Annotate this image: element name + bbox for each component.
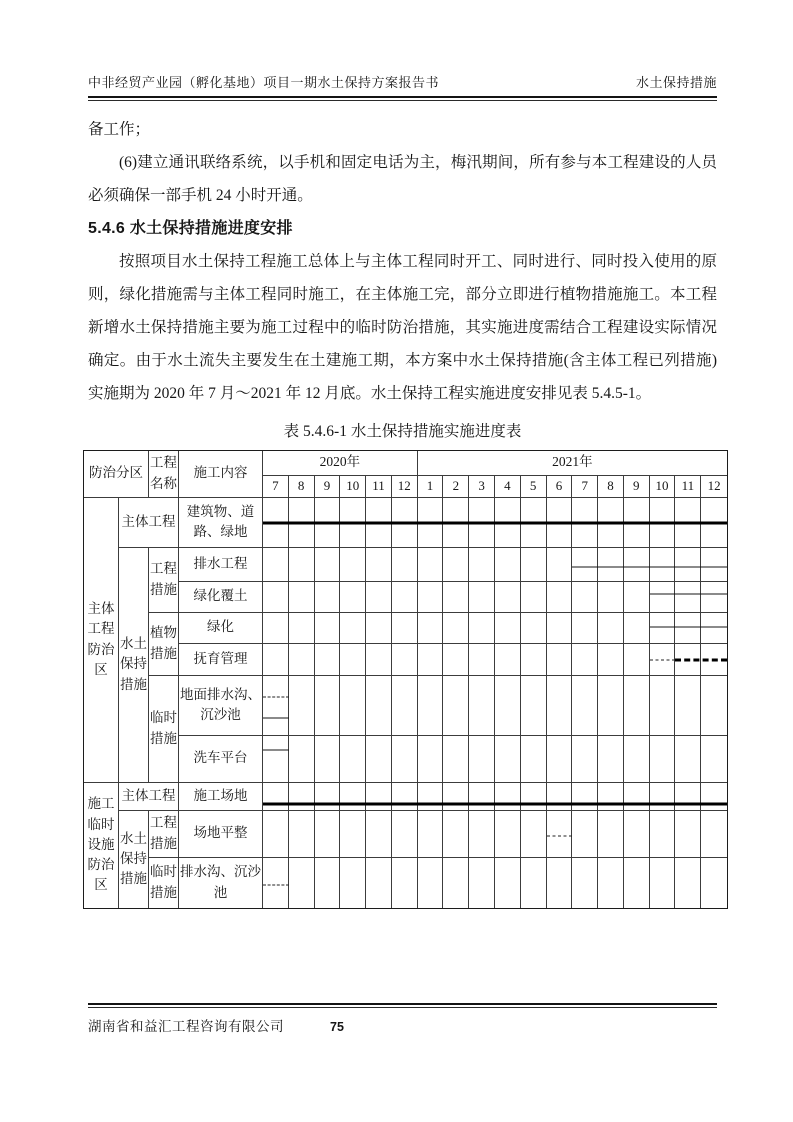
gantt-grid-cell <box>418 548 444 582</box>
gantt-grid-cell <box>418 582 444 613</box>
gantt-grid-cell <box>392 676 418 736</box>
activity-cell: 建筑物、道路、绿地 <box>179 498 263 548</box>
gantt-grid-cell <box>340 498 366 548</box>
footer-company: 湖南省和益汇工程咨询有限公司 <box>88 1018 284 1034</box>
gantt-grid-cell <box>289 783 315 811</box>
gantt-grid-cell <box>340 613 366 644</box>
gantt-grid-cell <box>418 613 444 644</box>
gantt-grid-cell <box>650 811 676 858</box>
gantt-grid-cell <box>547 582 573 613</box>
gantt-grid-cell <box>315 811 341 858</box>
gantt-grid-cell <box>392 783 418 811</box>
gantt-grid-cell <box>418 644 444 676</box>
gantt-grid-cell <box>547 498 573 548</box>
month-header-cell: 6 <box>547 476 573 498</box>
gantt-grid-cell <box>443 811 469 858</box>
gantt-grid-cell <box>521 676 547 736</box>
month-header-cell: 9 <box>315 476 341 498</box>
gantt-grid-cell <box>443 858 469 908</box>
gantt-grid-cell <box>263 736 289 783</box>
activity-cell: 洗车平台 <box>179 736 263 783</box>
gantt-grid-cell <box>521 613 547 644</box>
gantt-grid-cell <box>315 783 341 811</box>
month-header-cell: 5 <box>521 476 547 498</box>
gantt-grid-cell <box>469 858 495 908</box>
gantt-grid-cell <box>675 582 701 613</box>
gantt-grid-cell <box>263 676 289 736</box>
group-cell-soil-measures-1: 水土保持措施 <box>119 548 149 783</box>
gantt-grid-cell <box>418 783 444 811</box>
gantt-grid-cell <box>598 498 624 548</box>
gantt-grid-cell <box>443 676 469 736</box>
gantt-grid-cell <box>315 858 341 908</box>
gantt-grid-cell <box>366 613 392 644</box>
gantt-grid-cell <box>701 811 727 858</box>
activity-cell: 抚育管理 <box>179 644 263 676</box>
subgroup-cell-engineering-2: 工程措施 <box>149 811 179 858</box>
month-header-cell: 10 <box>650 476 676 498</box>
gantt-grid-cell <box>650 858 676 908</box>
gantt-grid-cell <box>315 676 341 736</box>
month-header-cell: 12 <box>701 476 727 498</box>
gantt-grid-cell <box>572 783 598 811</box>
gantt-grid-cell <box>650 736 676 783</box>
gantt-grid-cell <box>366 644 392 676</box>
gantt-grid-cell <box>418 498 444 548</box>
gantt-grid-cell <box>315 736 341 783</box>
gantt-grid-cell <box>495 613 521 644</box>
group-cell-main-project-2: 主体工程 <box>119 783 179 811</box>
gantt-grid-cell <box>418 736 444 783</box>
month-header-cell: 7 <box>572 476 598 498</box>
gantt-grid-cell <box>495 644 521 676</box>
header-cell-year-2020: 2020年 <box>263 451 418 476</box>
gantt-grid-cell <box>443 613 469 644</box>
gantt-grid-cell <box>366 582 392 613</box>
gantt-grid-cell <box>443 548 469 582</box>
gantt-grid-cell <box>495 548 521 582</box>
gantt-grid-cell <box>701 676 727 736</box>
gantt-grid-cell <box>572 676 598 736</box>
gantt-grid-cell <box>418 858 444 908</box>
header-left-title: 中非经贸产业园（孵化基地）项目一期水土保持方案报告书 <box>88 75 440 90</box>
gantt-grid-cell <box>572 736 598 783</box>
section-heading: 5.4.6 水土保持措施进度安排 <box>88 219 293 237</box>
gantt-grid-cell <box>675 676 701 736</box>
gantt-grid-cell <box>598 783 624 811</box>
gantt-grid-cell <box>469 736 495 783</box>
gantt-grid-cell <box>598 644 624 676</box>
month-header-cell: 4 <box>495 476 521 498</box>
month-header-cell: 12 <box>392 476 418 498</box>
gantt-grid-cell <box>392 644 418 676</box>
subgroup-cell-plant: 植物措施 <box>149 613 179 676</box>
gantt-grid-cell <box>366 811 392 858</box>
gantt-grid-cell <box>598 582 624 613</box>
gantt-grid-cell <box>289 811 315 858</box>
gantt-grid-cell <box>289 644 315 676</box>
gantt-grid-cell <box>650 582 676 613</box>
gantt-grid-cell <box>366 858 392 908</box>
gantt-grid-cell <box>598 548 624 582</box>
gantt-grid-cell <box>340 582 366 613</box>
month-header-cell: 11 <box>675 476 701 498</box>
month-header-cell: 3 <box>469 476 495 498</box>
gantt-grid-cell <box>572 498 598 548</box>
gantt-grid-cell <box>340 811 366 858</box>
gantt-grid-cell <box>675 613 701 644</box>
gantt-grid-cell <box>340 783 366 811</box>
gantt-grid-cell <box>547 613 573 644</box>
gantt-grid-cell <box>572 613 598 644</box>
gantt-grid-cell <box>675 498 701 548</box>
gantt-grid-cell <box>340 736 366 783</box>
gantt-grid-cell <box>495 676 521 736</box>
gantt-grid-cell <box>315 548 341 582</box>
gantt-grid-cell <box>521 811 547 858</box>
gantt-grid-cell <box>340 858 366 908</box>
gantt-grid-cell <box>675 644 701 676</box>
gantt-grid-cell <box>469 613 495 644</box>
month-header-cell: 2 <box>443 476 469 498</box>
gantt-grid-cell <box>598 676 624 736</box>
gantt-grid-cell <box>315 582 341 613</box>
gantt-grid-cell <box>521 736 547 783</box>
gantt-grid-cell <box>263 811 289 858</box>
gantt-grid-cell <box>392 548 418 582</box>
gantt-grid-cell <box>624 644 650 676</box>
gantt-grid-cell <box>701 548 727 582</box>
gantt-grid-cell <box>598 613 624 644</box>
group-cell-main-project-1: 主体工程 <box>119 498 179 548</box>
gantt-grid-cell <box>521 644 547 676</box>
gantt-grid-cell <box>701 644 727 676</box>
gantt-grid-cell <box>675 736 701 783</box>
gantt-grid-cell <box>572 582 598 613</box>
gantt-grid-cell <box>289 548 315 582</box>
gantt-grid-cell <box>469 548 495 582</box>
gantt-grid-cell <box>443 498 469 548</box>
gantt-grid-cell <box>469 783 495 811</box>
gantt-grid-cell <box>701 783 727 811</box>
gantt-grid-cell <box>366 783 392 811</box>
gantt-grid-cell <box>547 676 573 736</box>
gantt-grid-cell <box>392 736 418 783</box>
subgroup-cell-temporary-2: 临时措施 <box>149 858 179 908</box>
gantt-grid-cell <box>675 783 701 811</box>
header-cell-year-2021: 2021年 <box>418 451 727 476</box>
gantt-grid-cell <box>443 644 469 676</box>
gantt-grid <box>83 450 728 909</box>
gantt-grid-cell <box>366 498 392 548</box>
gantt-grid-cell <box>392 858 418 908</box>
gantt-grid-cell <box>289 613 315 644</box>
gantt-grid-cell <box>289 858 315 908</box>
gantt-grid-cell <box>469 676 495 736</box>
gantt-grid-cell <box>495 811 521 858</box>
gantt-grid-cell <box>263 582 289 613</box>
table-title: 表 5.4.6-1 水土保持措施实施进度表 <box>283 422 522 440</box>
gantt-grid-cell <box>701 613 727 644</box>
month-header-cell: 7 <box>263 476 289 498</box>
gantt-grid-cell <box>650 783 676 811</box>
gantt-grid-cell <box>675 811 701 858</box>
header-cell-project: 工程名称 <box>149 451 179 498</box>
gantt-grid-cell <box>521 858 547 908</box>
gantt-grid-cell <box>366 548 392 582</box>
paragraph-schedule: 按照项目水土保持工程施工总体上与主体工程同时开工、同时进行、同时投入使用的原则，绿化措施需与主体工程同时施工，在主体施工完，部分立即进行植物措施施工。本工程新增水土保持措施主要为施工过程中的临时防治措施，其实施进度需结合工程建设实际情况确定。由于水土流失主要发生在土建施工期，本方案中水土保持措施(含主体工程已列措施)实施期为 2020 年 7 月～2021 年 12 月底。水土保持工程实施进度安排见表 5.4.5-1。 <box>88 252 717 402</box>
subgroup-cell-engineering-1: 工程措施 <box>149 548 179 613</box>
subgroup-cell-temporary-1: 临时措施 <box>149 676 179 783</box>
footer-rule <box>88 1003 717 1008</box>
gantt-grid-cell <box>392 582 418 613</box>
gantt-grid-cell <box>315 613 341 644</box>
gantt-grid-cell <box>650 498 676 548</box>
gantt-grid-cell <box>289 676 315 736</box>
gantt-grid-cell <box>624 676 650 736</box>
activity-cell: 绿化覆土 <box>179 582 263 613</box>
gantt-grid-cell <box>572 811 598 858</box>
gantt-grid-cell <box>521 548 547 582</box>
gantt-grid-cell <box>521 498 547 548</box>
gantt-grid-cell <box>340 548 366 582</box>
gantt-grid-cell <box>701 498 727 548</box>
gantt-grid-cell <box>624 548 650 582</box>
gantt-grid-cell <box>366 676 392 736</box>
gantt-grid-cell <box>624 498 650 548</box>
gantt-grid-cell <box>418 676 444 736</box>
gantt-grid-cell <box>469 644 495 676</box>
gantt-grid-cell <box>624 613 650 644</box>
month-header-cell: 11 <box>366 476 392 498</box>
header-right-title: 水土保持措施 <box>635 75 717 90</box>
gantt-grid-cell <box>624 736 650 783</box>
gantt-grid-cell <box>315 498 341 548</box>
gantt-grid-cell <box>443 736 469 783</box>
paragraph-continuation: 备工作； <box>88 120 151 138</box>
gantt-grid-cell <box>392 811 418 858</box>
gantt-grid-cell <box>521 783 547 811</box>
gantt-grid-cell <box>392 498 418 548</box>
gantt-grid-cell <box>547 858 573 908</box>
gantt-grid-cell <box>701 582 727 613</box>
page-number: 75 <box>330 1019 344 1034</box>
gantt-grid-cell <box>469 811 495 858</box>
gantt-grid-cell <box>521 582 547 613</box>
activity-cell: 场地平整 <box>179 811 263 858</box>
gantt-grid-cell <box>340 644 366 676</box>
schedule-table <box>83 450 721 909</box>
gantt-grid-cell <box>547 644 573 676</box>
group-cell-soil-measures-2: 水土保持措施 <box>119 811 149 908</box>
gantt-grid-cell <box>469 498 495 548</box>
gantt-grid-cell <box>263 644 289 676</box>
gantt-grid-cell <box>263 783 289 811</box>
gantt-grid-cell <box>547 548 573 582</box>
gantt-grid-cell <box>495 783 521 811</box>
gantt-grid-cell <box>547 811 573 858</box>
gantt-grid-cell <box>624 783 650 811</box>
activity-cell: 排水工程 <box>179 548 263 582</box>
gantt-grid-cell <box>572 548 598 582</box>
gantt-grid-cell <box>366 736 392 783</box>
gantt-grid-cell <box>624 582 650 613</box>
page-header <box>88 0 717 91</box>
gantt-grid-cell <box>340 676 366 736</box>
activity-cell: 施工场地 <box>179 783 263 811</box>
gantt-grid-cell <box>701 736 727 783</box>
gantt-grid-cell <box>495 736 521 783</box>
month-header-cell: 8 <box>598 476 624 498</box>
gantt-grid-cell <box>572 858 598 908</box>
gantt-grid-cell <box>495 582 521 613</box>
zone-cell-main-works: 主体工程防治区 <box>84 498 119 783</box>
gantt-grid-cell <box>701 858 727 908</box>
paragraph-item6: (6)建立通讯联络系统，以手机和固定电话为主，梅汛期间，所有参与本工程建设的人员必须确保一部手机 24 小时开通。 <box>88 153 717 204</box>
activity-cell: 排水沟、沉沙池 <box>179 858 263 908</box>
activity-cell: 地面排水沟、沉沙池 <box>179 676 263 736</box>
header-cell-content: 施工内容 <box>179 451 263 498</box>
gantt-grid-cell <box>469 582 495 613</box>
gantt-grid-cell <box>315 644 341 676</box>
month-header-cell: 8 <box>289 476 315 498</box>
gantt-grid-cell <box>624 811 650 858</box>
gantt-grid-cell <box>263 498 289 548</box>
gantt-grid-cell <box>263 858 289 908</box>
gantt-grid-cell <box>443 783 469 811</box>
gantt-grid-cell <box>495 858 521 908</box>
body-text <box>88 113 717 410</box>
gantt-grid-cell <box>289 736 315 783</box>
gantt-grid-cell <box>418 811 444 858</box>
gantt-grid-cell <box>675 548 701 582</box>
month-header-cell: 10 <box>340 476 366 498</box>
header-cell-zone: 防治分区 <box>84 451 149 498</box>
month-header-cell: 9 <box>624 476 650 498</box>
gantt-grid-cell <box>624 858 650 908</box>
gantt-grid-cell <box>650 676 676 736</box>
page-footer <box>88 1003 717 1035</box>
gantt-grid-cell <box>392 613 418 644</box>
gantt-grid-cell <box>263 548 289 582</box>
gantt-grid-cell <box>443 582 469 613</box>
gantt-grid-cell <box>495 498 521 548</box>
gantt-grid-cell <box>650 613 676 644</box>
month-header-cell: 1 <box>418 476 444 498</box>
header-rule <box>88 96 717 101</box>
gantt-grid-cell <box>675 858 701 908</box>
gantt-grid-cell <box>598 858 624 908</box>
zone-cell-temp-facilities: 施工临时设施防治区 <box>84 783 119 908</box>
gantt-grid-cell <box>289 498 315 548</box>
activity-cell: 绿化 <box>179 613 263 644</box>
gantt-grid-cell <box>289 582 315 613</box>
gantt-grid-cell <box>572 644 598 676</box>
gantt-grid-cell <box>598 736 624 783</box>
gantt-grid-cell <box>650 548 676 582</box>
gantt-grid-cell <box>650 644 676 676</box>
gantt-grid-cell <box>547 736 573 783</box>
gantt-grid-cell <box>547 783 573 811</box>
gantt-grid-cell <box>598 811 624 858</box>
gantt-grid-cell <box>263 613 289 644</box>
